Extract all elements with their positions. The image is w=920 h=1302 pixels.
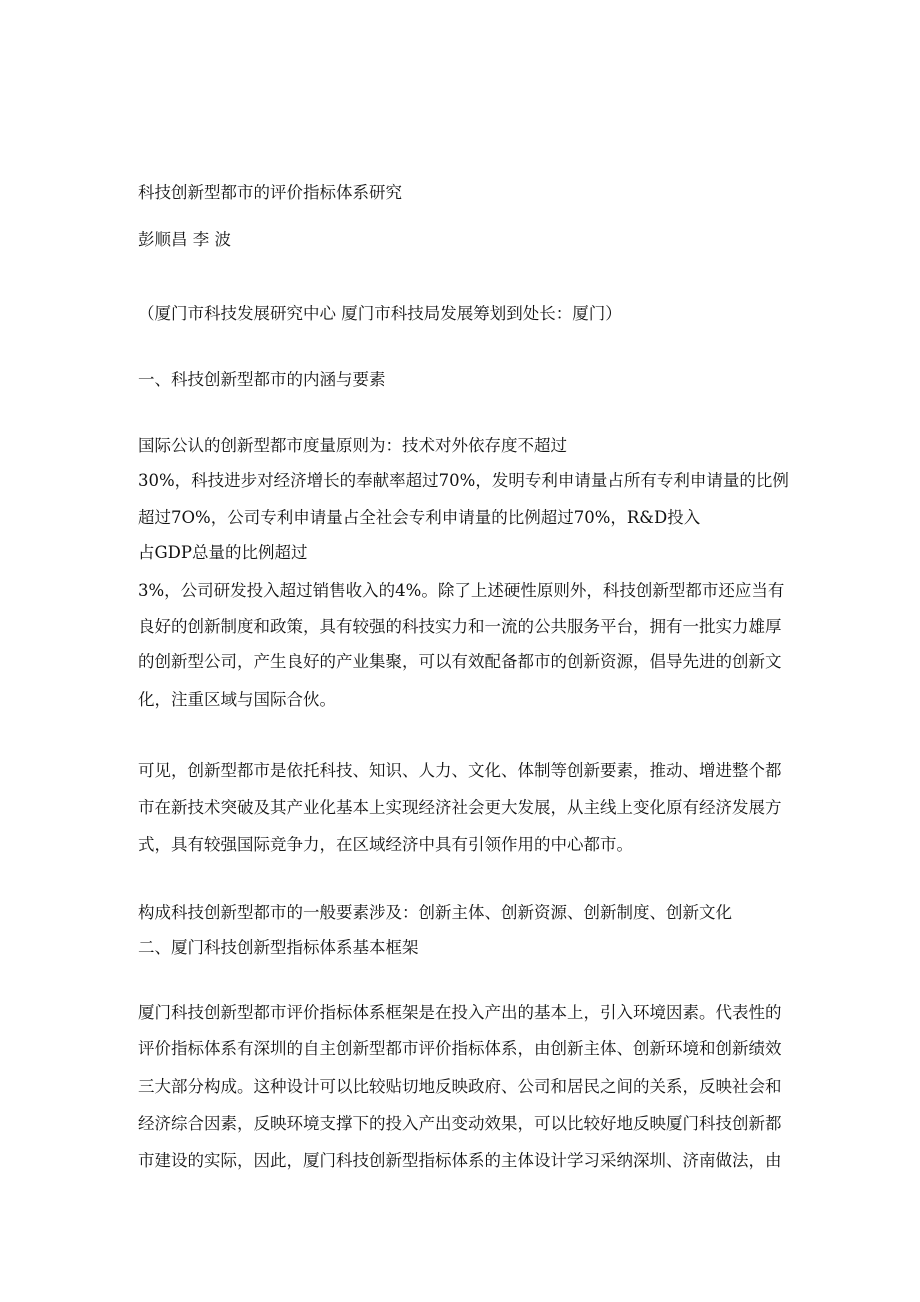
paragraph-line: 可见，创新型都市是依托科技、知识、人力、文化、体制等创新要素，推动、增进整个都 xyxy=(138,761,782,780)
affiliation: （厦门市科技发展研究中心 厦门市科技局发展筹划到处长：厦门） xyxy=(138,304,622,323)
paragraph-line: 良好的创新制度和政策，具有较强的科技实力和一流的公共服务平台，拥有一批实力雄厚 xyxy=(138,617,782,636)
section-heading-2: 二、厦门科技创新型指标体系基本框架 xyxy=(138,938,419,957)
paragraph-line: 超过7O%，公司专利申请量占全社会专利申请量的比例超过70%，R&D投入 xyxy=(138,508,701,527)
paragraph-line: 评价指标体系有深圳的自主创新型都市评价指标体系，由创新主体、创新环境和创新绩效 xyxy=(138,1039,782,1058)
paragraph-line: 国际公认的创新型都市度量原则为：技术对外依存度不超过 xyxy=(138,436,567,455)
paragraph-line: 厦门科技创新型都市评价指标体系框架是在投入产出的基本上，引入环境因素。代表性的 xyxy=(138,1003,782,1022)
authors: 彭顺昌 李 波 xyxy=(138,230,231,249)
paragraph-line: 式，具有较强国际竞争力，在区域经济中具有引领作用的中心都市。 xyxy=(138,835,633,854)
paragraph-line: 市在新技术突破及其产业化基本上实现经济社会更大发展，从主线上变化原有经济发展方 xyxy=(138,798,782,817)
paragraph-line: 的创新型公司，产生良好的产业集聚，可以有效配备都市的创新资源，倡导先进的创新文 xyxy=(138,652,782,671)
paragraph-line: 市建设的实际，因此，厦门科技创新型指标体系的主体设计学习采纳深圳、济南做法，由 xyxy=(138,1151,782,1170)
paragraph-line: 化，注重区域与国际合伙。 xyxy=(138,690,336,709)
paragraph-line: 30%，科技进步对经济增长的奉献率超过70%，发明专利申请量占所有专利申请量的比例 xyxy=(138,471,789,490)
paragraph-line: 三大部分构成。这种设计可以比较贴切地反映政府、公司和居民之间的关系，反映社会和 xyxy=(138,1077,782,1096)
paragraph-line: 3%，公司研发投入超过销售收入的4%。除了上述硬性原则外，科技创新型都市还应当有 xyxy=(138,581,785,600)
paragraph-line: 经济综合因素，反映环境支撑下的投入产出变动效果，可以比较好地反映厦门科技创新都 xyxy=(138,1114,782,1133)
document-title: 科技创新型都市的评价指标体系研究 xyxy=(138,183,402,202)
paragraph-line: 构成科技创新型都市的一般要素涉及：创新主体、创新资源、创新制度、创新文化 xyxy=(138,903,732,922)
paragraph-line: 占GDP总量的比例超过 xyxy=(138,543,308,562)
section-heading-1: 一、科技创新型都市的内涵与要素 xyxy=(138,370,386,389)
